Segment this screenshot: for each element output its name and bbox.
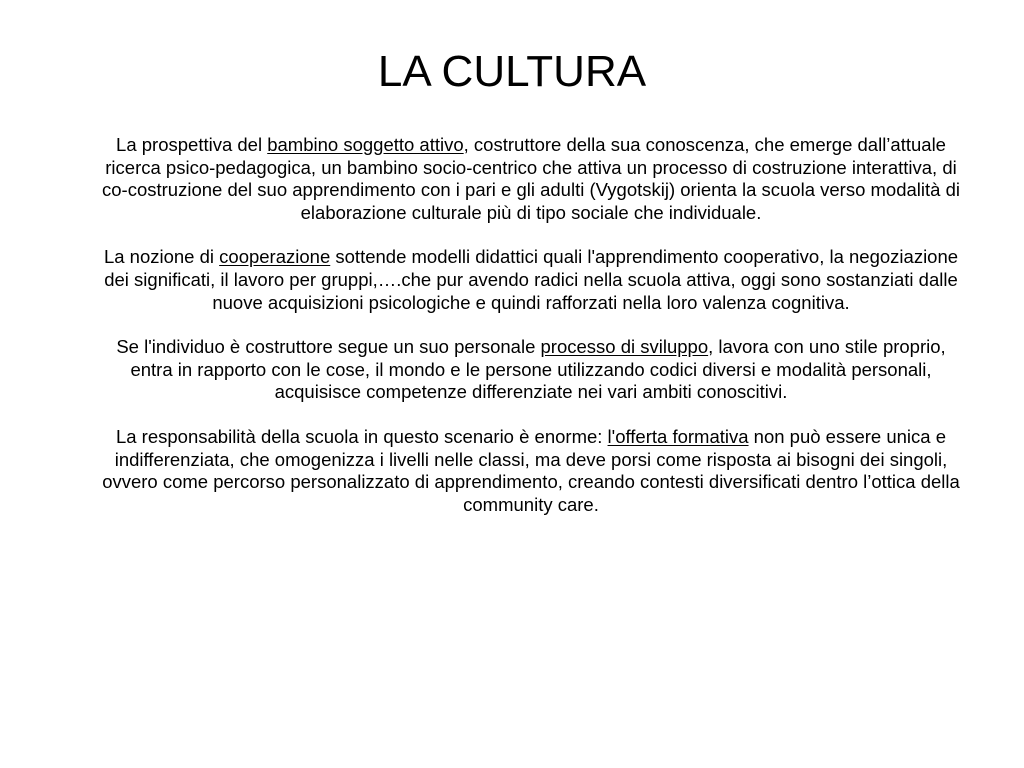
underlined-term-offerta-formativa: l'offerta formativa xyxy=(607,425,749,447)
underlined-term-cooperazione: cooperazione xyxy=(219,246,331,268)
underlined-term-bambino-soggetto-attivo: bambino soggetto attivo xyxy=(267,134,464,155)
paragraph-4 xyxy=(96,426,966,516)
slide-body xyxy=(96,134,966,538)
paragraph-2 xyxy=(96,246,966,314)
paragraph-1-text-end: , costruttore della sua conoscenza, che emerge dall’attuale ricerca psico-pedagogica, un bambino socio-centrico che attiva un processo di costruzione interattiva, di co-costruzione del suo apprendimento con i pari e gli adulti (Vygotskij) orienta la scuola verso modalità di elaborazione culturale più di tipo sociale che individuale. xyxy=(102,134,960,223)
slide-title: LA CULTURA xyxy=(377,47,647,96)
paragraph-3-text-start: Se l'individuo è costruttore segue un suo personale xyxy=(116,336,541,358)
paragraph-3-text-end: , lavora con uno stile proprio, entra in rapporto con le cose, il mondo e le persone utilizzando codici diversi e modalità personali, acquisisce competenze differenziate nei vari ambiti conoscitivi. xyxy=(130,336,946,403)
paragraph-2-text-start: La nozione di xyxy=(103,246,220,268)
paragraph-4-text-end: non può essere unica e indifferenziata, che omogenizza i livelli nelle classi, ma deve porsi come risposta ai bisogni dei singoli, ovvero come percorso personalizzato di apprendimento, creando contesti diversificati dentro l’ottica della community care. xyxy=(102,425,960,515)
paragraph-3 xyxy=(96,336,966,404)
paragraph-1 xyxy=(96,134,966,224)
paragraph-4-text-start: La responsabilità della scuola in questo scenario è enorme: xyxy=(115,425,608,447)
paragraph-2-text-end: sottende modelli didattici quali l'apprendimento cooperativo, la negoziazione dei significati, il lavoro per gruppi,….che pur avendo radici nella scuola attiva, oggi sono sostanziati dalle nuove acquisizioni psicologiche e quindi rafforzati nella loro valenza cognitiva. xyxy=(104,246,959,313)
paragraph-1-text-start: La prospettiva del xyxy=(116,134,268,155)
underlined-term-processo-di-sviluppo: processo di sviluppo xyxy=(540,336,709,358)
